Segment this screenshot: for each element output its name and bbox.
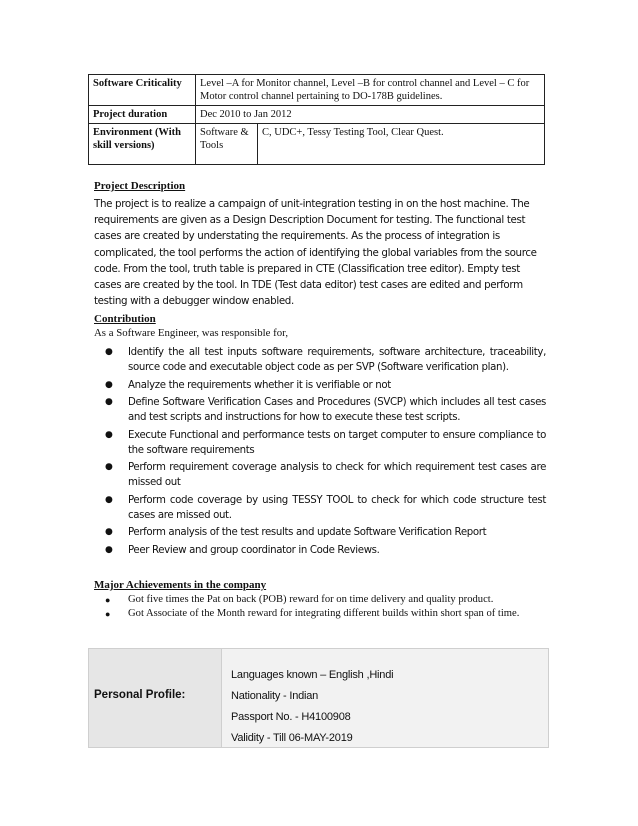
- passport-validity: Validity - Till 06-MAY-2019: [231, 732, 353, 744]
- list-item: [94, 378, 546, 393]
- list-item: [94, 345, 546, 375]
- contribution-list: [94, 345, 546, 560]
- table-row: [89, 124, 545, 165]
- personal-profile-table: [88, 648, 549, 748]
- environment-key: Environment (With skill versions): [89, 124, 196, 165]
- contribution-intro: As a Software Engineer, was responsible for,: [94, 327, 289, 339]
- environment-value: C, UDC+, Tessy Testing Tool, Clear Quest.: [258, 124, 545, 165]
- bullet-icon: ●: [105, 379, 113, 390]
- duration-key: Project duration: [89, 106, 196, 124]
- list-item-text: Perform requirement coverage analysis to check for which requirement test cases are missed out: [128, 462, 546, 489]
- environment-subkey: Software & Tools: [196, 124, 258, 165]
- project-description-heading: Project Description: [94, 180, 186, 192]
- list-item: [94, 395, 546, 425]
- list-item: [94, 607, 546, 621]
- criticality-value: Level –A for Monitor channel, Level –B for control channel and Level – C for Motor control channel pertaining to DO-178B guidelines.: [196, 75, 545, 106]
- passport-number: Passport No. - H4100908: [231, 711, 351, 723]
- personal-profile-label-cell: [89, 649, 222, 747]
- list-item-text: Analyze the requirements whether it is verifiable or not: [128, 379, 391, 391]
- table-row: [89, 75, 545, 106]
- list-item-text: Execute Functional and performance tests on target computer to ensure compliance to the software requirements: [128, 429, 546, 456]
- languages-known: Languages known – English ,Hindi: [231, 669, 394, 681]
- bullet-icon: ●: [105, 396, 113, 407]
- achievements-heading: Major Achievements in the company: [94, 579, 267, 591]
- criticality-key: Software Criticality: [89, 75, 196, 106]
- list-item-text: Got Associate of the Month reward for integrating different builds within short span of time.: [128, 608, 520, 620]
- bullet-icon: ●: [105, 544, 113, 555]
- list-item: [94, 525, 546, 540]
- bullet-icon: ●: [105, 595, 111, 605]
- list-item: [94, 428, 546, 458]
- list-item: [94, 460, 546, 490]
- achievements-list: [94, 593, 546, 622]
- list-item: [94, 493, 546, 523]
- bullet-icon: ●: [105, 462, 113, 473]
- list-item-text: Peer Review and group coordinator in Code Reviews.: [128, 544, 380, 556]
- personal-profile-label: Personal Profile:: [94, 689, 186, 701]
- bullet-icon: ●: [105, 347, 113, 357]
- duration-value: Dec 2010 to Jan 2012: [196, 106, 545, 124]
- contribution-heading: Contribution: [94, 313, 156, 325]
- project-details-table: [88, 74, 545, 165]
- list-item-text: Define Software Verification Cases and Procedures (SVCP) which includes all test cases and test scripts and instructions for how to execute these test scripts.: [128, 396, 546, 424]
- nationality: Nationality - Indian: [231, 690, 319, 702]
- bullet-icon: ●: [105, 494, 113, 505]
- list-item: [94, 543, 546, 558]
- bullet-icon: ●: [105, 527, 113, 538]
- list-item-text: Perform analysis of the test results and update Software Verification Report: [128, 527, 487, 539]
- bullet-icon: ●: [105, 609, 111, 620]
- project-description-text: The project is to realize a campaign of unit-integration testing in on the host machine. The requirements are given as a Design Description Document for testing. The functional test cases are created by understating the requirements. As the process of integration is complicated, the tool performs the action of identifying the global variables from the source code. From the tool, truth table is prepared in CTE (Classification tree editor). Empty test cases are created by the tool. In TDE (Test data editor) test cases are edited and perform testing with a debugger window enabled.: [94, 198, 537, 308]
- list-item-text: Perform code coverage by using TESSY TOOL to check for which code structure test cases are missed out.: [128, 494, 546, 521]
- list-item-text: Got five times the Pat on back (POB) reward for on time delivery and quality product.: [128, 594, 494, 605]
- list-item: [94, 593, 546, 607]
- table-row: [89, 106, 545, 124]
- list-item-text: Identify the all test inputs software requirements, software architecture, traceability, source code and executable object code as per SVP (Software verification plan).: [128, 347, 546, 374]
- bullet-icon: ●: [105, 429, 113, 440]
